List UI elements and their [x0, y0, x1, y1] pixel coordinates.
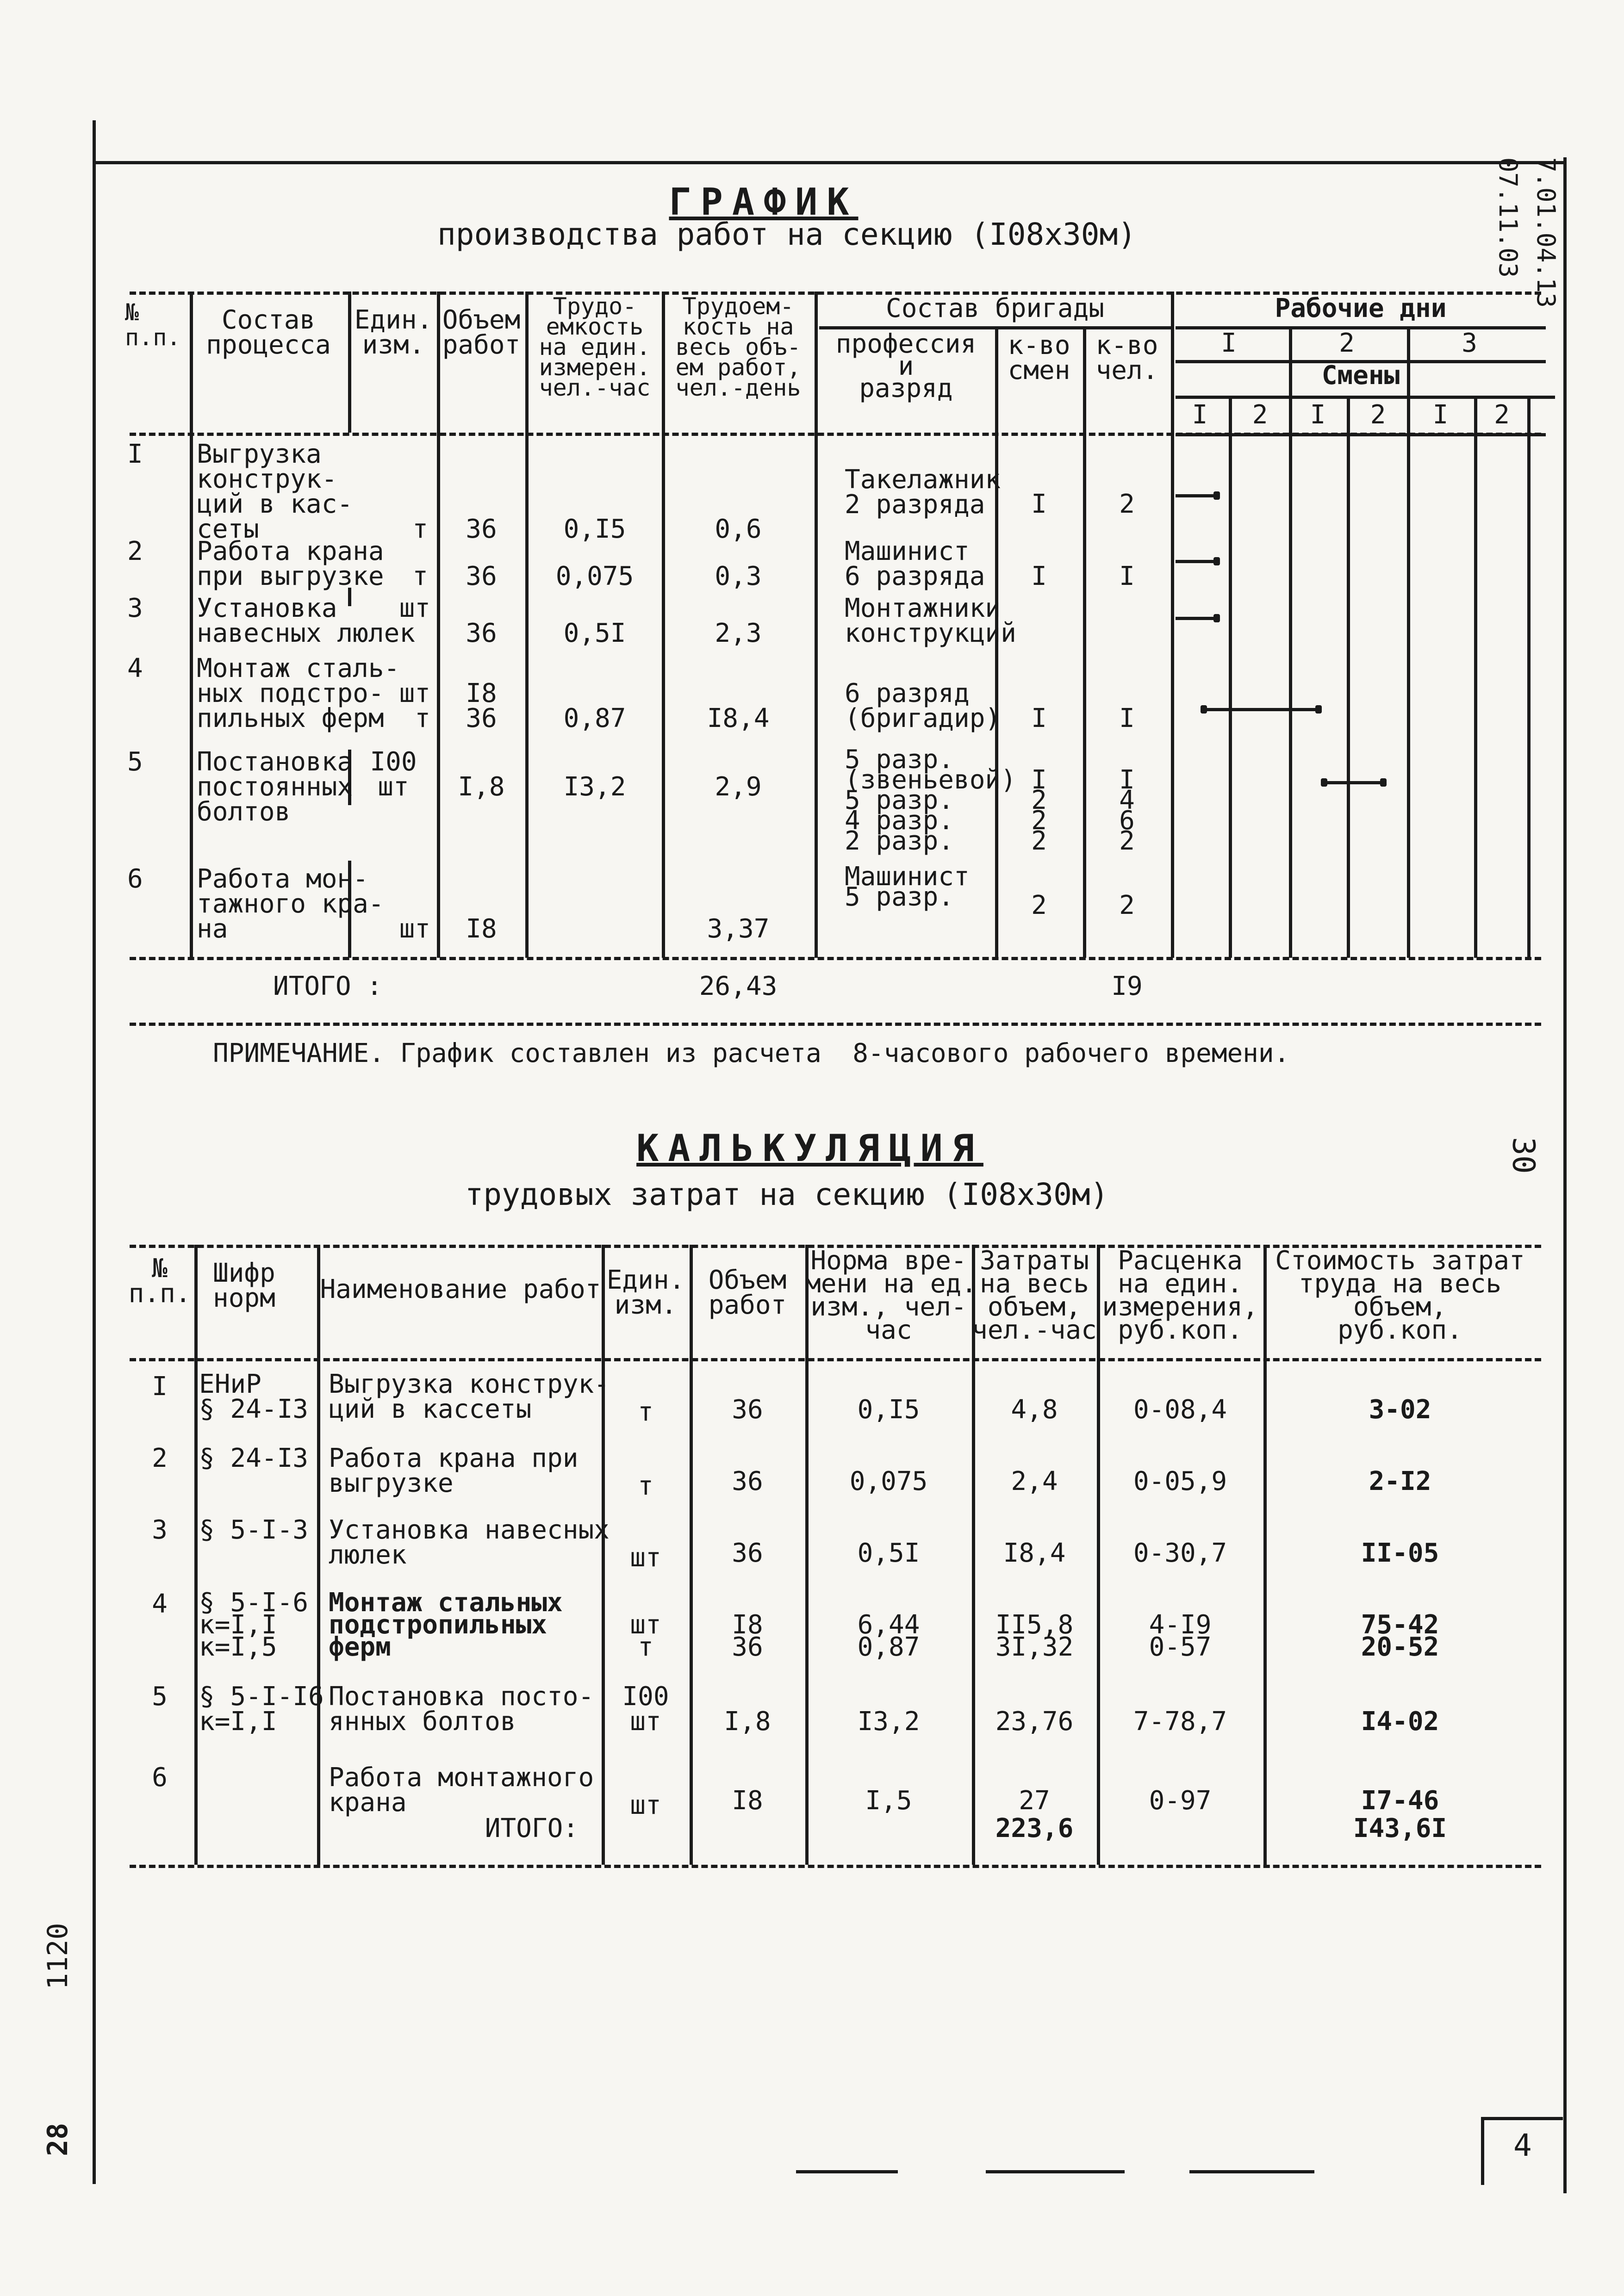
kalk-row-rate: 0-97: [1149, 1786, 1212, 1816]
grafik-h-volume: Объем работ: [442, 305, 521, 360]
kalk-row-unit: т: [638, 1471, 653, 1501]
grafik-row-process: Работа крана при выгрузке: [197, 536, 384, 591]
grafik-h-shifts: к-во смен: [1008, 330, 1070, 385]
grafik-row-people: I: [1119, 561, 1135, 591]
kalk-subtitle: трудовых затрат на секцию (I08х30м): [465, 1177, 1109, 1212]
kalk-row-num: 6: [152, 1762, 168, 1793]
kalk-row-name: Монтаж стальных подстропильных ферм: [329, 1588, 563, 1662]
kalk-total-label: ИТОГО:: [485, 1813, 579, 1843]
grafik-h-labor-unit: Трудо- емкость на един. измерен. чел.-час: [539, 293, 651, 401]
kalk-row-unit: шт т: [630, 1610, 661, 1662]
grafik-row-num: I: [127, 439, 143, 469]
grafik-total-bottom: [130, 1023, 1541, 1026]
kalk-row-rate: 4-I9 0-57: [1149, 1610, 1212, 1662]
grafik-row-volume: 36: [466, 618, 497, 648]
kalk-row-labor: 23,76: [995, 1706, 1074, 1737]
grafik-row-people: I: [1119, 703, 1135, 733]
kalk-h-code: Шифр норм: [213, 1258, 275, 1313]
grafik-row-labor-total: 2,9: [715, 772, 762, 802]
kalk-row-name: Постановка посто- янных болтов: [329, 1682, 594, 1737]
grafik-day-col-1: [1229, 396, 1232, 958]
grafik-row-process: Установка навесных люлек: [197, 593, 416, 648]
grafik-h-shift-1: I: [1192, 400, 1208, 430]
grafik-row-labor-total: 2,3: [715, 618, 762, 648]
margin-code-2: 07.11.03: [1493, 157, 1523, 278]
grafik-row-profession: Монтажники конструкций: [845, 593, 1016, 648]
grafik-total-people: I9: [1111, 971, 1143, 1001]
grafik-row-labor-total: 3,37: [707, 914, 770, 944]
grafik-row-num: 5: [127, 747, 143, 777]
grafik-row-num: 4: [127, 653, 143, 683]
grafik-days-line3: [1176, 396, 1555, 399]
bottom-rule-3: [1189, 2170, 1314, 2173]
grafik-h-day-3: 3: [1462, 328, 1477, 358]
grafik-row-labor-unit: I3,2: [563, 772, 626, 802]
kalk-row-norm: 6,44 0,87: [857, 1610, 920, 1662]
kalk-row-norm: I3,2: [857, 1706, 920, 1737]
grafik-row-unit: шт: [399, 914, 430, 944]
grafik-row-volume: I8: [466, 914, 497, 944]
grafik-row-num: 3: [127, 593, 143, 623]
kalk-row-num: 5: [152, 1682, 168, 1712]
kalk-row-cost: I4-02: [1361, 1706, 1439, 1737]
grafik-row-process: Постановка постоянных болтов: [197, 747, 353, 827]
grafik-row-labor-unit: 0,5I: [563, 618, 626, 648]
grafik-h-unit: Един. изм.: [354, 305, 433, 360]
kalk-row-labor: II5,8 3I,32: [995, 1610, 1074, 1662]
kalk-row-norm: 0,075: [849, 1466, 928, 1496]
kalk-row-code: § 5-I-3: [199, 1515, 309, 1545]
kalk-row-name: Работа монтажного крана: [329, 1762, 594, 1818]
grafik-row-process: Работа мон- тажного кра- на: [197, 864, 384, 944]
kalk-row-labor: I8,4: [1003, 1538, 1066, 1568]
kalk-row-num: 3: [152, 1515, 168, 1545]
grafik-row-people: I 4 6 2: [1119, 765, 1135, 856]
grafik-h-num: № п.п.: [125, 299, 181, 351]
grafik-day-col-3: [1347, 396, 1350, 958]
grafik-row-volume: 36: [466, 561, 497, 591]
margin-left-number: 28: [42, 2122, 74, 2156]
kalk-total-cost: I43,6I: [1353, 1813, 1447, 1843]
grafik-note: ПРИМЕЧАНИЕ. График составлен из расчета 8-часового рабочего времени.: [213, 1038, 1290, 1068]
grafik-h-shifts-label: Смены: [1321, 360, 1400, 391]
grafik-row-unit: шт: [399, 593, 430, 623]
kalk-h-rate: Расценка на един. измерения, руб.коп.: [1102, 1246, 1258, 1345]
grafik-h-shift-3: I: [1310, 400, 1326, 430]
grafik-title: ГРАФИК: [669, 180, 859, 223]
grafik-row-volume: 36: [466, 514, 497, 544]
grafik-row-unit: т: [412, 561, 428, 591]
grafik-row-unit: шт т: [399, 678, 430, 733]
grafik-row-shifts: I: [1031, 489, 1047, 519]
grafik-h-shift-6: 2: [1494, 400, 1510, 430]
grafik-body-bottom: [130, 957, 1541, 960]
page-right-border: [1563, 157, 1567, 2193]
kalk-row-cost: I7-46: [1361, 1786, 1439, 1816]
page-top-border: [93, 161, 1564, 164]
grafik-row-volume: I,8: [458, 772, 505, 802]
grafik-h-brigade: Состав бригады: [885, 293, 1104, 323]
kalk-h-volume: Объем работ: [708, 1265, 787, 1320]
kalk-row-num: 4: [152, 1589, 168, 1619]
grafik-row-shifts: I: [1031, 561, 1047, 591]
kalk-h-unit: Един. изм.: [606, 1265, 685, 1320]
kalk-bottom-line: [130, 1865, 1541, 1868]
grafik-col-9: [1171, 292, 1174, 958]
kalk-col-2: [317, 1245, 320, 1865]
grafik-row-shifts: I 2 2 2: [1031, 765, 1047, 856]
kalk-h-labor: Затраты на весь объем, чел.-час: [972, 1246, 1097, 1345]
grafik-row-unit: т: [412, 514, 428, 544]
margin-left-code: 1120: [42, 1923, 74, 1990]
side-page-number: 30: [1506, 1137, 1542, 1174]
grafik-row-process: Выгрузка конструк- ций в кас- сеты: [197, 439, 353, 544]
grafik-day-col-6: [1527, 396, 1531, 958]
kalk-row-volume: I8: [732, 1786, 763, 1816]
kalk-col-1: [194, 1245, 198, 1865]
grafik-row-profession: 6 разряд (бригадир): [845, 678, 1001, 733]
kalk-row-rate: 0-08,4: [1133, 1395, 1227, 1425]
kalk-h-num: № п.п.: [128, 1253, 191, 1309]
grafik-row-labor-total: 0,6: [715, 514, 762, 544]
kalk-h-cost: Стоимость затрат труда на весь объем, руб.коп.: [1275, 1246, 1525, 1345]
grafik-h-day-2: 2: [1339, 328, 1355, 358]
schedule-bar: [1203, 708, 1319, 711]
kalk-row-volume: 36: [732, 1538, 763, 1568]
kalk-row-unit: т: [638, 1397, 653, 1427]
grafik-h-people: к-во чел.: [1095, 330, 1158, 385]
schedule-bar: [1176, 560, 1217, 563]
grafik-row-labor-total: I8,4: [707, 703, 770, 733]
kalk-total-labor: 223,6: [995, 1813, 1074, 1843]
bottom-rule-2: [986, 2170, 1125, 2173]
kalk-row-cost: 75-42 20-52: [1361, 1610, 1439, 1662]
grafik-h-profession: профессия и разряд: [835, 329, 977, 403]
grafik-row-labor-unit: 0,87: [563, 703, 626, 733]
kalk-row-cost: II-05: [1361, 1538, 1439, 1568]
page-left-border: [93, 120, 96, 2184]
kalk-row-num: I: [152, 1371, 168, 1402]
margin-code: 7.01.04.13: [1531, 157, 1561, 308]
grafik-h-shift-2: 2: [1252, 400, 1268, 430]
kalk-row-name: Работа крана при выгрузке: [329, 1443, 579, 1498]
kalk-row-volume: I8 36: [732, 1610, 763, 1662]
kalk-row-rate: 0-05,9: [1133, 1466, 1227, 1496]
grafik-total-label: ИТОГО :: [273, 971, 383, 1001]
grafik-row-labor-unit: 0,075: [555, 561, 634, 591]
kalk-row-rate: 7-78,7: [1133, 1706, 1227, 1737]
grafik-row-process: Монтаж сталь- ных подстро- пильных ферм: [197, 653, 400, 733]
grafik-h-labor-total: Трудоем- кость на весь объ- ем работ, чел.-день: [675, 293, 801, 401]
grafik-row-people: 2: [1119, 489, 1135, 519]
schedule-bar: [1176, 617, 1217, 620]
grafik-row-profession: Такелажник 2 разряда: [845, 465, 1001, 520]
grafik-row-people: 2: [1119, 890, 1135, 920]
kalk-title: КАЛЬКУЛЯЦИЯ: [636, 1127, 983, 1170]
kalk-row-volume: 36: [732, 1466, 763, 1496]
grafik-h-workdays: Рабочие дни: [1275, 293, 1447, 323]
kalk-row-code: ЕНиР § 24-I3: [199, 1369, 309, 1424]
grafik-row-unit: I00 шт: [370, 747, 417, 802]
grafik-h-shift-5: I: [1432, 400, 1449, 430]
grafik-row-shifts: I: [1031, 703, 1047, 733]
grafik-day-col-5: [1474, 396, 1477, 958]
kalk-row-name: Выгрузка конструк- ций в кассеты: [329, 1369, 610, 1424]
kalk-row-num: 2: [152, 1443, 168, 1473]
grafik-row-profession: 5 разр. (звеньевой) 5 разр. 4 разр. 2 разр.: [845, 745, 1016, 856]
grafik-row-labor-total: 0,3: [715, 561, 762, 591]
grafik-subtitle: производства работ на секцию (I08х30м): [437, 217, 1136, 252]
kalk-row-code: § 5-I-6 к=I,I к=I,5: [199, 1588, 309, 1662]
kalk-row-norm: I,5: [865, 1786, 912, 1816]
kalk-row-name: Установка навесных люлек: [329, 1515, 610, 1570]
grafik-h-process: Состав процесса: [206, 305, 331, 360]
schedule-bar: [1176, 494, 1217, 497]
kalk-row-volume: 36: [732, 1395, 763, 1425]
kalk-row-unit: шт: [630, 1790, 661, 1820]
kalk-row-labor: 2,4: [1011, 1466, 1058, 1496]
kalk-row-labor: 4,8: [1011, 1395, 1058, 1425]
kalk-row-unit: шт: [630, 1543, 661, 1573]
grafik-h-shift-4: 2: [1370, 400, 1386, 430]
grafik-row-labor-unit: 0,I5: [563, 514, 626, 544]
grafik-row-volume: I8 36: [466, 678, 497, 733]
kalk-row-cost: 2-I2: [1369, 1466, 1431, 1496]
grafik-h-day-1: I: [1221, 328, 1237, 358]
kalk-row-code: § 5-I-I6 к=I,I: [199, 1682, 324, 1737]
kalk-row-unit: I00 шт: [622, 1682, 669, 1737]
grafik-total-labor: 26,43: [699, 971, 778, 1001]
kalk-row-code: § 24-I3: [199, 1443, 309, 1473]
bottom-rule-1: [796, 2170, 898, 2173]
kalk-row-rate: 0-30,7: [1133, 1538, 1227, 1568]
grafik-row-num: 2: [127, 536, 143, 566]
page-number: 4: [1513, 2128, 1532, 2163]
kalk-h-name: Наименование работ: [320, 1274, 601, 1304]
kalk-row-norm: 0,5I: [857, 1538, 920, 1568]
grafik-row-shifts: 2: [1031, 890, 1047, 920]
grafik-col-1: [190, 292, 193, 958]
kalk-row-norm: 0,I5: [857, 1395, 920, 1425]
kalk-header-bottom: [130, 1358, 1541, 1361]
kalk-row-volume: I,8: [724, 1706, 771, 1737]
grafik-row-profession: Машинист 5 разр.: [845, 862, 970, 912]
grafik-row-num: 6: [127, 864, 143, 894]
kalk-h-norm: Норма вре- мени на ед. изм., чел- час: [805, 1246, 977, 1345]
grafik-col-8: [1083, 326, 1086, 958]
kalk-row-labor: 27: [1019, 1786, 1050, 1816]
schedule-bar: [1324, 781, 1384, 784]
kalk-row-cost: 3-02: [1369, 1395, 1431, 1425]
grafik-row-profession: Машинист 6 разряда: [845, 536, 985, 591]
